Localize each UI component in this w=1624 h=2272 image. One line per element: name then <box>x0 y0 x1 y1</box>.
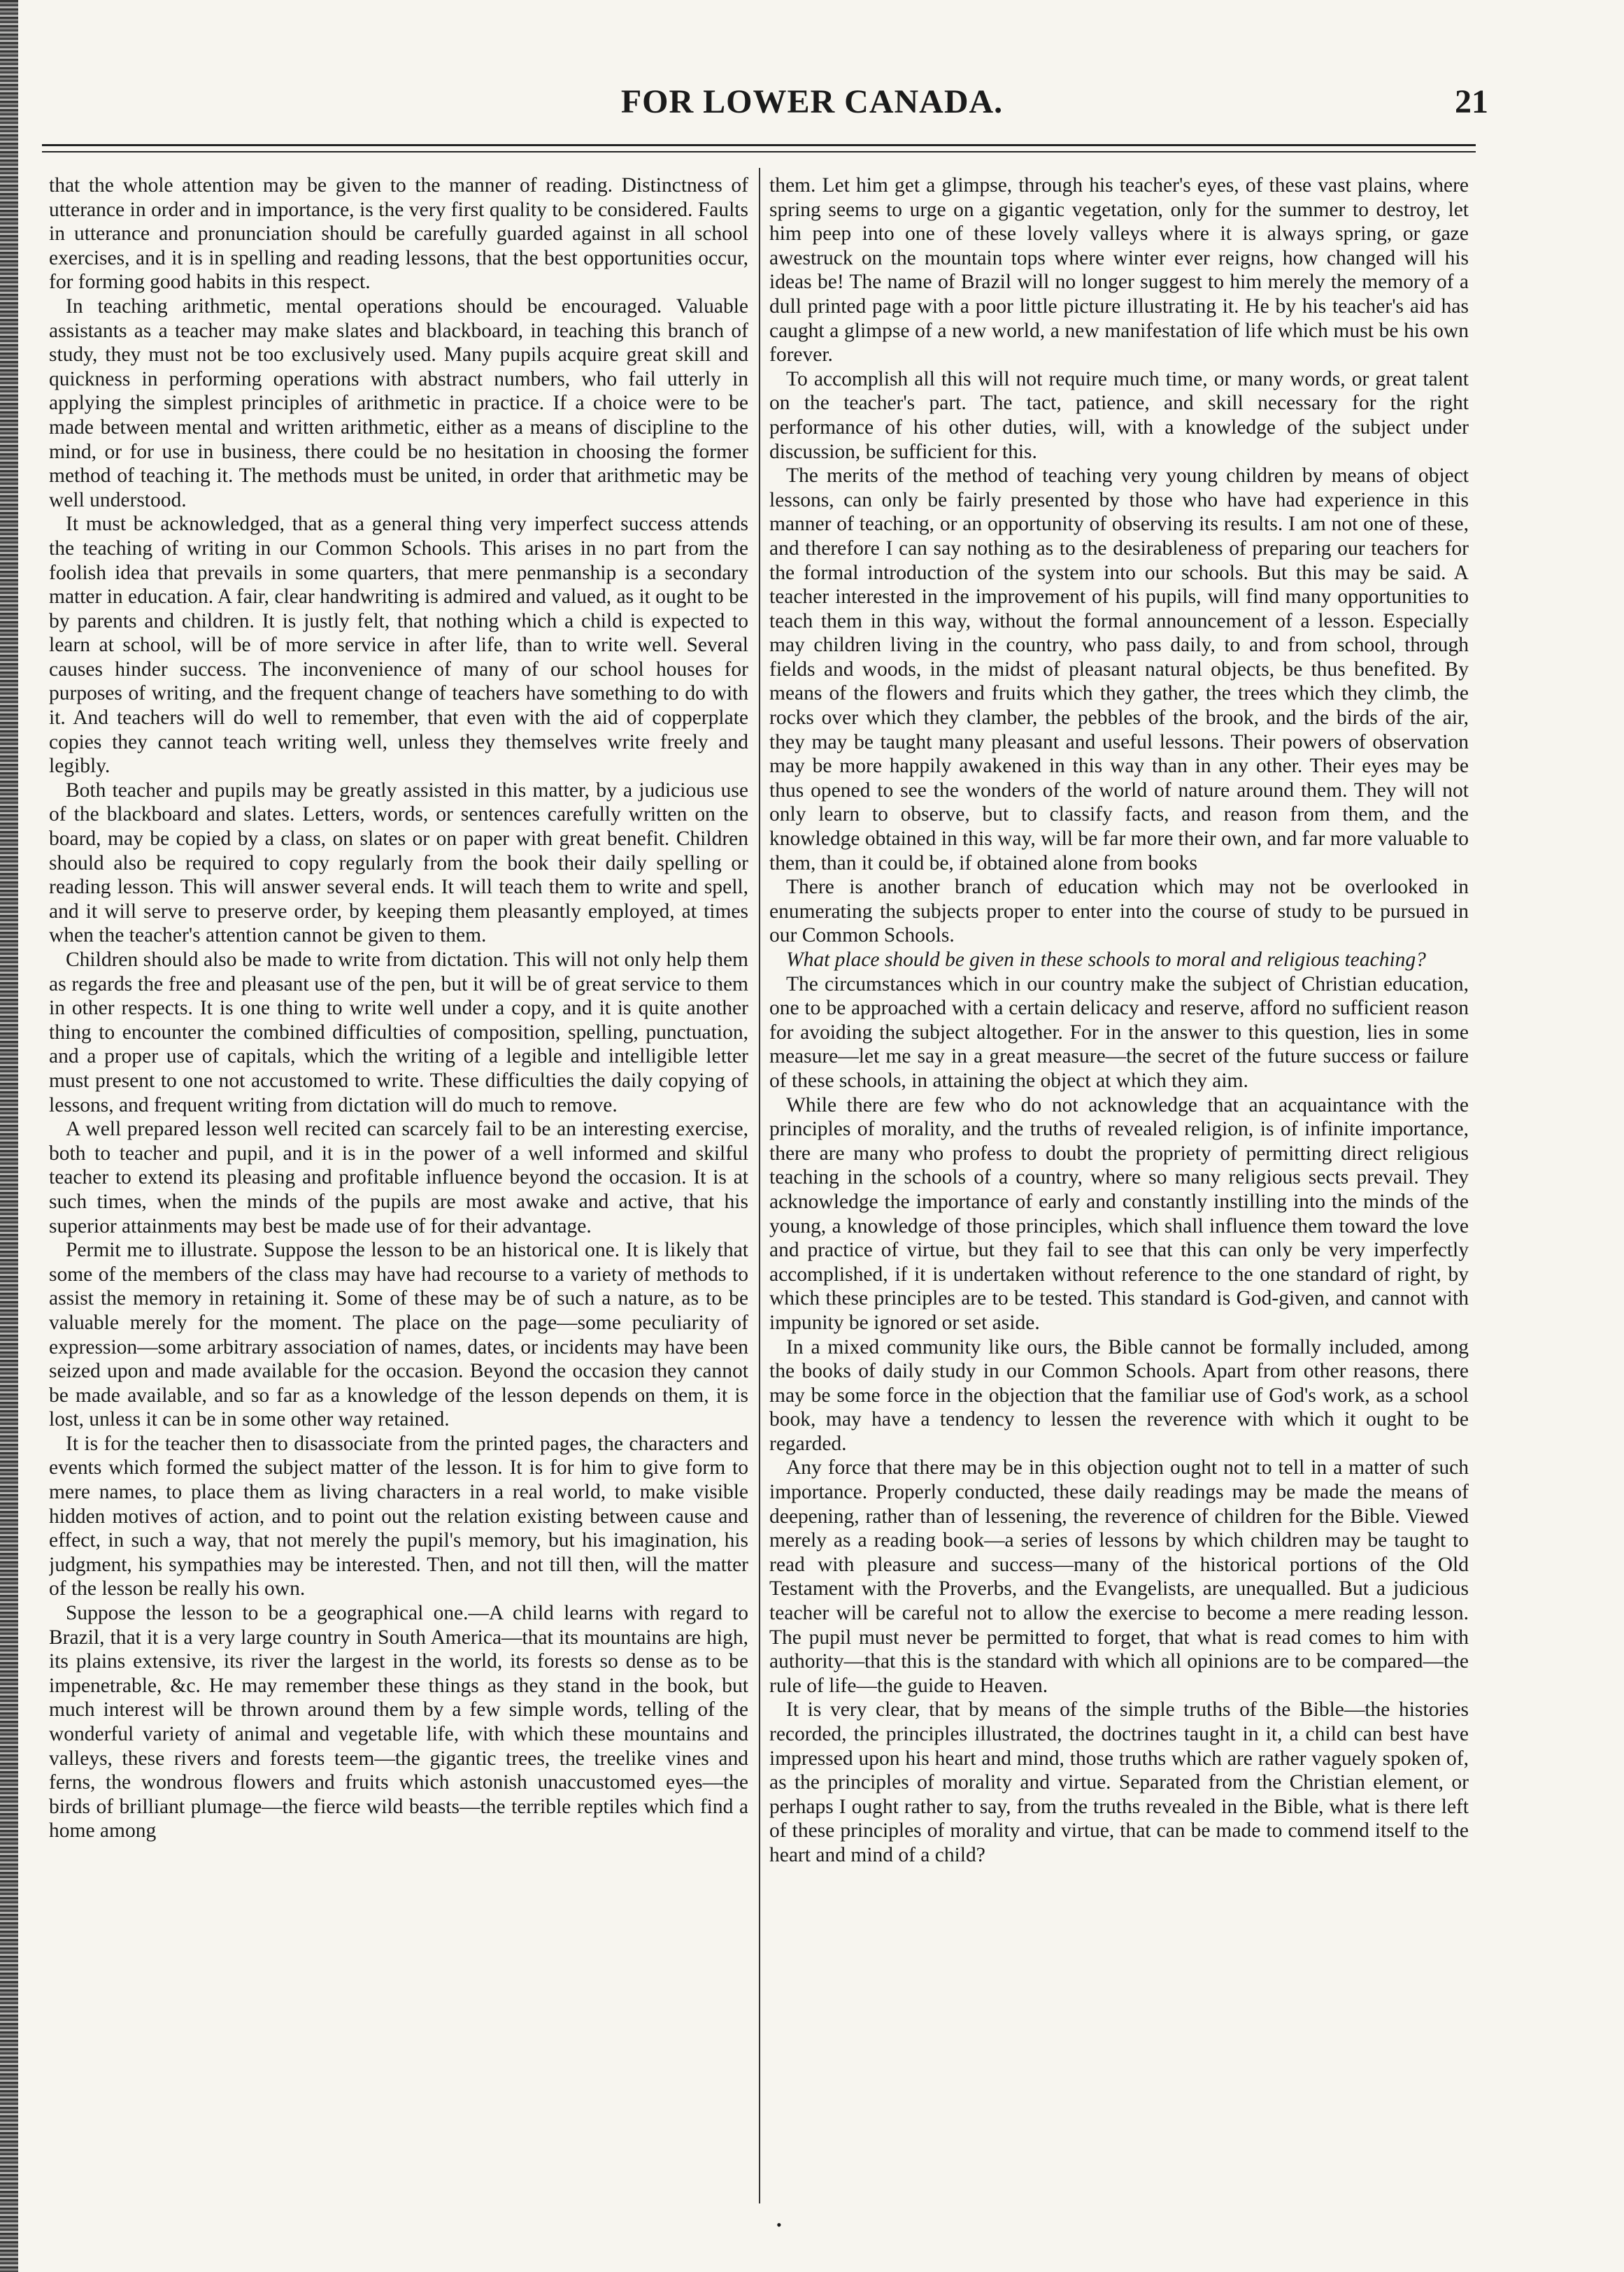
paragraph: There is another branch of education which may not be overlooked in enumerating the subjects proper to enter into the course of study to be pursued in our Common Schools. <box>769 876 1469 947</box>
paragraph: Children should also be made to write from dictation. This will not only help them as regards the free and pleasant use of the pen, but it will be of great service to them in other respects. It is one thing to write well under a copy, and it is quite another thing to encounter the combined difficulties of composition, spelling, punctuation, and a proper use of capitals, which the writing of a legible and intelligible letter must present to one not accustomed to write. These difficulties the daily copying of lessons, and frequent writing from dictation will do much to remove. <box>49 949 748 1116</box>
column-divider <box>759 168 760 2203</box>
paragraph: It is for the teacher then to disassociate from the printed pages, the characters and events which formed the subject matter of the lesson. It is for him to give form to mere names, to place them as living characters in a real world, to make visible hidden motives of action, and to point out the relation existing between cause and effect, in such a way, that not merely the pupil's memory, but his imagination, his judgment, his sympathies may be interested. Then, and not till then, will the matter of the lesson be really his own. <box>49 1432 748 1600</box>
paragraph: A well prepared lesson well recited can scarcely fail to be an interesting exercise, both to teacher and pupil, and it is in the power of a well informed and skilful teacher to extend its pleasing and profitable influence beyond the occasion. It is at such times, when the minds of the pupils are most awake and active, that his superior attainments may best be made use of for their advantage. <box>49 1118 748 1237</box>
paragraph: Both teacher and pupils may be greatly assisted in this matter, by a judicious use of the blackboard and slates. Letters, words, or sentences carefully written on the board, may be copied by a class, on slates or on paper with great benefit. Children should also be required to copy regularly from the book their daily spelling or reading lesson. This will answer several ends. It will teach them to write and spell, and it will serve to preserve order, by keeping them pleasantly employed, at times when the teacher's attention cannot be given to them. <box>49 779 748 947</box>
paragraph: Any force that there may be in this objection ought not to tell in a matter of such importance. Properly conducted, these daily readings may be made the means of deepening, rather than of lessening, the reverence of children for the Bible. Viewed merely as a reading book—a series of lessons by which children may be taught to read with pleasure and success—many of the historical portions of the Old Testament with the Proverbs, and the Evangelists, are unequalled. But a judicious teacher will be careful not to allow the exercise to become a mere reading lesson. The pupil must never be permitted to forget, that what is read comes to him with authority—that this is the standard with which all opinions are to be compared—the rule of life—the guide to Heaven. <box>769 1456 1469 1697</box>
paragraph: The merits of the method of teaching very young children by means of object lessons, can only be fairly presented by those who have had experience in this manner of teaching, or an opportunity of observing its results. I am not one of these, and therefore I can say nothing as to the desirableness of preparing our teachers for the formal introduction of the system into our schools. But this may be said. A teacher interested in the improvement of his pupils, will find many opportunities to teach them in this way, without the formal announcement of a lesson. Especially may children living in the country, who pass daily, to and from school, through fields and woods, in the midst of pleasant natural objects, be thus benefited. By means of the flowers and fruits which they gather, the trees which they climb, the rocks over which they clamber, the pebbles of the brook, and the birds of the air, they may be taught many pleasant and useful lessons. Their powers of observation may be more happily awakened in this way than in any other. Their eyes may be thus opened to see the wonders of the world of nature around them. They will not only learn to observe, but to classify facts, and reason from them, and the knowledge obtained in this way, will be far more their own, and far more valuable to them, than it could be, if obtained alone from books <box>769 464 1469 874</box>
paragraph: Suppose the lesson to be a geographical one.—A child learns with regard to Brazil, that it is a very large country in South America—that its mountains are high, its plains extensive, its river the largest in the world, its forests so dense as to be impenetrable, &c. He may remember these things as they stand in the book, but much interest will be thrown around them by a few simple words, telling of the wonderful variety of animal and vegetable life, with which these mountains and valleys, these rivers and forests teem—the gigantic trees, the treelike vines and ferns, the wondrous flowers and fruits which astonish unaccustomed eyes—the birds of brilliant plumage—the fierce wild beasts—the terrible reptiles which find a home among <box>49 1602 748 1843</box>
running-header: FOR LOWER CANADA. <box>620 83 1004 120</box>
section-question: What place should be given in these schools to moral and religious teaching? <box>786 949 1426 971</box>
header-rule-thin <box>42 151 1476 152</box>
paragraph: It is very clear, that by means of the simple truths of the Bible—the histories recorded, the principles illustrated, the doctrines taught in it, a child can best have impressed upon his heart and mind, those truths which are rather vaguely spoken of, as the principles of morality and virtue. Separated from the Christian element, or perhaps I ought rather to say, from the truths revealed in the Bible, what is there left of these principles of morality and virtue, that can be made to commend itself to the heart and mind of a child? <box>769 1698 1469 1866</box>
page-edge-shadow <box>0 0 18 2272</box>
paragraph: them. Let him get a glimpse, through his teacher's eyes, of these vast plains, where spring seems to urge on a gigantic vegetation, only for the summer to destroy, let him peep into one of these lovely valleys where it is always spring, or gaze awestruck on the mountain tops where winter ever reigns, how changed will his ideas be! The name of Brazil will no longer suggest to him merely the memory of a dull printed page with a poor little picture illustrating it. He by his teacher's aid has caught a glimpse of a new world, a new manifestation of life which must be his own forever. <box>769 174 1469 367</box>
paragraph: Permit me to illustrate. Suppose the lesson to be an historical one. It is likely that some of the members of the class may have had recourse to a variety of methods to assist the memory in retaining it. Some of these may be of such a nature, as to be valuable merely for the moment. The place on the page—some peculiarity of expression—some arbitrary association of names, dates, or incidents may have been seized upon and made available for the occasion. Beyond the occasion they cannot be made available, and so far as a knowledge of the lesson depends on them, it is lost, unless it can be in some other way retained. <box>49 1239 748 1431</box>
header-rule-thick <box>42 144 1476 146</box>
paragraph: In teaching arithmetic, mental operations should be encouraged. Valuable assistants as a teacher may make slates and blackboard, in teaching this branch of study, they must not be too exclusively used. Many pupils acquire great skill and quickness in performing operations with abstract numbers, who fail utterly in applying the simplest principles of arithmetic in practice. If a choice were to be made between mental and written arithmetic, either as a means of discipline to the mind, or for use in business, there could be no hesitation in choosing the former method of teaching it. The methods must be united, in order that arithmetic may be well understood. <box>49 294 748 511</box>
paragraph: While there are few who do not acknowledge that an acquaintance with the principles of morality, and the truths of revealed religion, is of infinite importance, there are many who profess to doubt the propriety of permitting direct religious teaching in the schools of a country, where so many religious sects prevail. They acknowledge the importance of early and constantly instilling into the minds of the young, a knowledge of those principles, which shall influence them toward the love and practice of virtue, but they fail to see that this can only be very imperfectly accomplished, if it is undertaken without reference to the one standard of right, by which these principles are to be tested. This standard is God-given, and cannot with impunity be ignored or set aside. <box>769 1093 1469 1334</box>
paragraph: To accomplish all this will not require much time, or many words, or great talent on the teacher's part. The tact, patience, and skill necessary for the right performance of his other duties, will, with a knowledge of the subject under discussion, be sufficient for this. <box>769 367 1469 463</box>
paragraph: It must be acknowledged, that as a general thing very imperfect success attends the teaching of writing in our Common Schools. This arises in no part from the foolish idea that prevails in some quarters, that mere penmanship is a secondary matter in education. A fair, clear handwriting is admired and valued, as it ought to be by parents and children. It is justly felt, that nothing which a child is expected to learn at school, will be of more service in after life, than to write well. Several causes hinder success. The inconvenience of many of our school houses for purposes of writing, and the frequent change of teachers have something to do with it. And teachers will do well to remember, that even with the aid of copperplate copies they cannot teach writing well, unless they themselves write freely and legibly. <box>49 513 748 778</box>
right-column <box>769 173 1469 2209</box>
left-column <box>49 173 748 2209</box>
paragraph: In a mixed community like ours, the Bible cannot be formally included, among the books of daily study in our Common Schools. Apart from other reasons, there may be some force in the objection that the familiar use of God's work, as a school book, may have a tendency to lessen the reverence with which it ought to be regarded. <box>769 1335 1469 1455</box>
paragraph: The circumstances which in our country make the subject of Christian education, one to be approached with a certain delicacy and reserve, afford no sufficient reason for avoiding the subject altogether. For in the answer to this question, lies in some measure—let me say in a great measure—the secret of the future success or failure of these schools, in attaining the object at which they aim. <box>769 972 1469 1092</box>
page-number: 21 <box>1455 83 1488 120</box>
bottom-dot-mark: • <box>776 2216 782 2234</box>
paragraph: that the whole attention may be given to the manner of reading. Distinctness of utterance in order and in importance, is the very first quality to be considered. Faults in utterance and pronunciation should be carefully guarded against in all school exercises, and it is in spelling and reading lessons, that the best opportunities occur, for forming good habits in this respect. <box>49 174 748 294</box>
